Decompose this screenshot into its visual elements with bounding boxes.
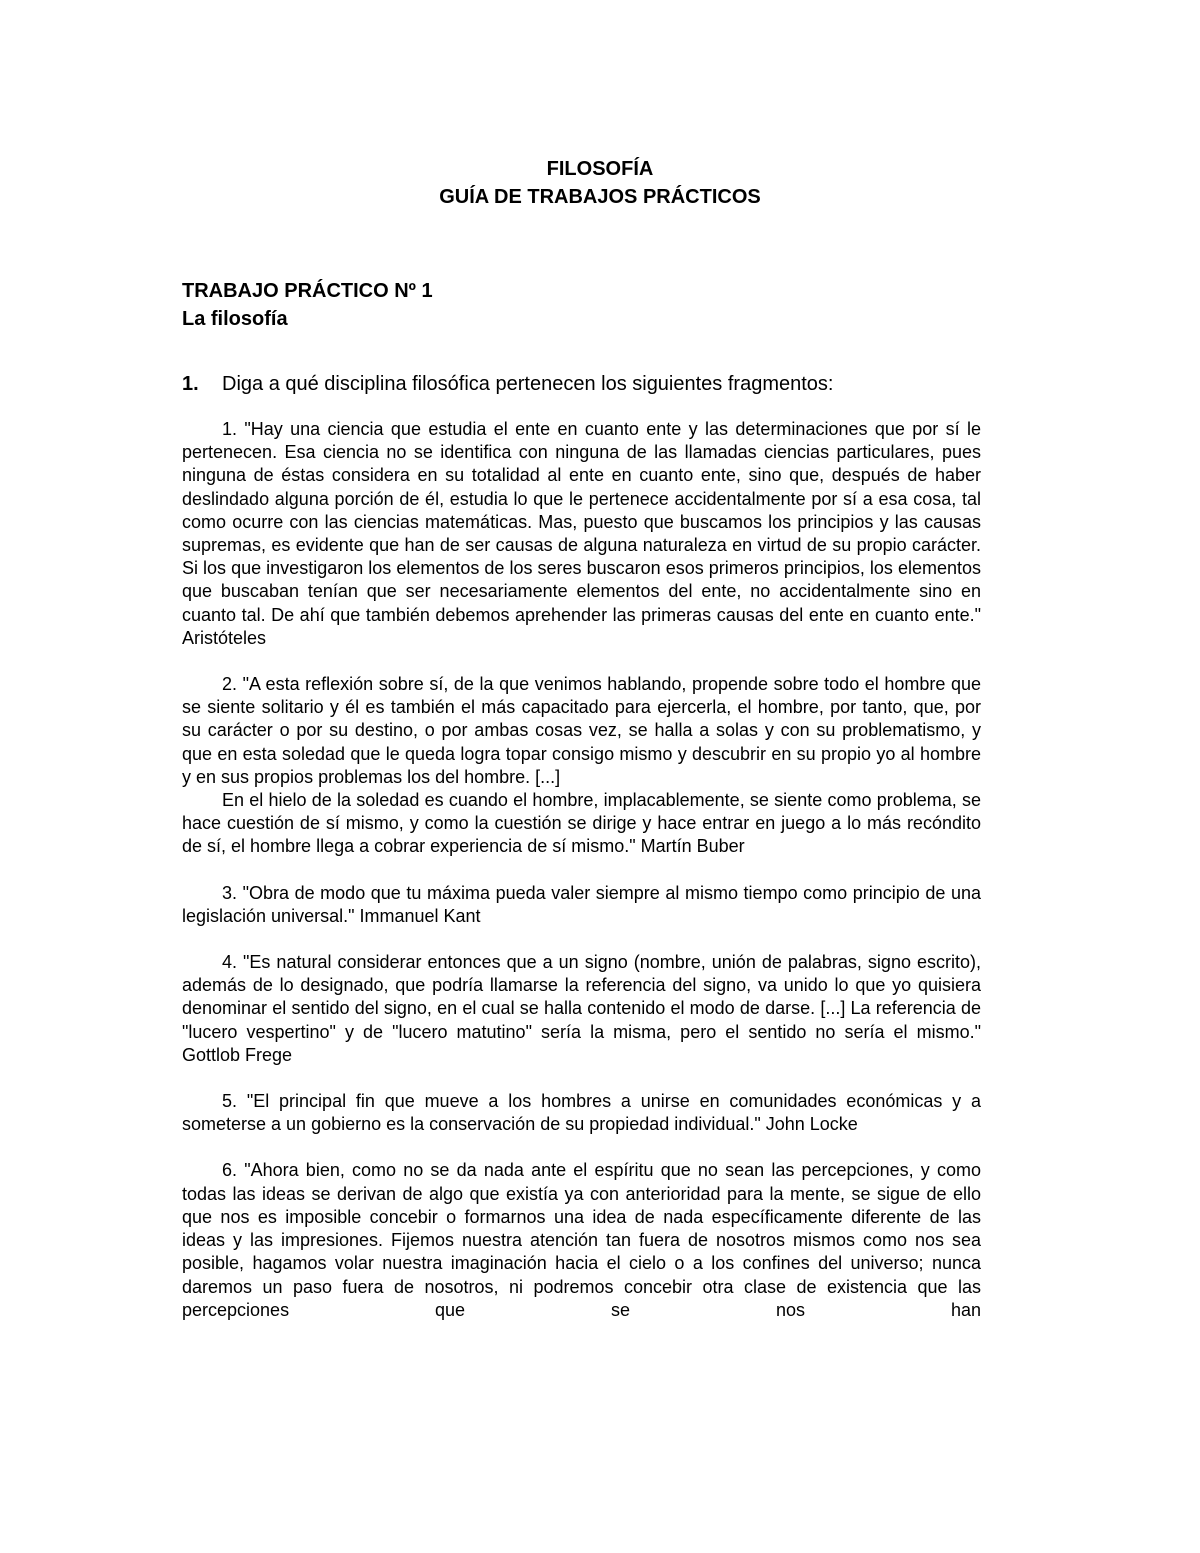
fragment-paragraph: 5. "El principal fin que mueve a los hombres a unirse en comunidades económicas y a someterse a un gobierno es la conservación de su propiedad individual." John Locke [182,1091,981,1135]
fragments-list [182,418,981,1345]
practical-work-topic: La filosofía [182,308,288,330]
question-text: Diga a qué disciplina filosófica pertenecen los siguientes fragmentos: [222,373,834,395]
fragment-3 [182,882,981,928]
guide-title: GUÍA DE TRABAJOS PRÁCTICOS [439,186,761,208]
question-1 [182,370,833,398]
fragment-6 [182,1159,981,1321]
fragment-paragraph: 1. "Hay una ciencia que estudia el ente en cuanto ente y las determinaciones que por sí le pertenecen. Esa ciencia no se identifica con ninguna de las llamadas ciencias particulares, pues ninguna de éstas considera en su totalidad al ente en cuanto ente, sino que, después de haber deslindado alguna porción de él, estudia lo que le pertenece accidentalmente por sí a esa cosa, tal como ocurre con las ciencias matemáticas. Mas, puesto que buscamos los principios y las causas supremas, es evidente que han de ser causas de alguna naturaleza en virtud de su propio carácter. Si los que investigaron los elementos de los seres buscaron esos primeros principios, los elementos que buscaban tenían que ser necesariamente elementos del ente, no accidentalmente sino en cuanto tal. De ahí que también debemos aprehender las primeras causas del ente en cuanto ente." Aristóteles [182,419,981,648]
fragment-paragraph: 2. "A esta reflexión sobre sí, de la que venimos hablando, propende sobre todo el hombre que se siente solitario y él es también el más capacitado para ejercerla, el hombre, por tanto, que, por su carácter o por su destino, o por ambas cosas vez, se halla a solas y con su problematismo, y que en esta soledad que le queda logra topar consigo mismo y descubrir en su propio yo al hombre y en sus propios problemas los del hombre. [...] [182,674,981,787]
question-number: 1. [182,373,199,395]
fragment-4 [182,951,981,1067]
fragment-paragraph: 6. "Ahora bien, como no se da nada ante el espíritu que no sean las percepciones, y como todas las ideas se derivan de algo que existía ya con anterioridad para la mente, se sigue de ello que nos es imposible concebir o formarnos una idea de nada específicamente diferente de las ideas y las impresiones. Fijemos nuestra atención tan fuera de nosotros mismos como nos sea posible, hagamos volar nuestra imaginación hacia el cielo o a los confines del universo; nunca daremos un paso fuera de nosotros, ni podremos concebir otra clase de existencia que las percepciones que se nos han [182,1160,981,1320]
fragment-2 [182,673,981,859]
practical-work-heading [182,277,433,333]
fragment-paragraph: En el hielo de la soledad es cuando el hombre, implacablemente, se siente como problema, se hace cuestión de sí mismo, y como la cuestión se dirige y hace entrar en juego a lo más recóndito de sí, el hombre llega a cobrar experiencia de sí mismo." Martín Buber [182,790,981,857]
practical-work-number: TRABAJO PRÁCTICO Nº 1 [182,280,433,302]
document-header [0,155,1200,211]
fragment-5 [182,1090,981,1136]
fragment-paragraph: 3. "Obra de modo que tu máxima pueda valer siempre al mismo tiempo como principio de una legislación universal." Immanuel Kant [182,882,981,926]
fragment-paragraph: 4. "Es natural considerar entonces que a un signo (nombre, unión de palabras, signo escrito), además de lo designado, que podría llamarse la referencia del signo, va unido lo que yo quisiera denominar el sentido del signo, en el cual se halla contenido el modo de darse. [...] La referencia de "lucero vespertino" y de "lucero matutino" sería la misma, pero el sentido no sería el mismo." Gottlob Frege [182,952,981,1065]
fragment-1 [182,418,981,650]
subject-title: FILOSOFÍA [546,158,654,180]
